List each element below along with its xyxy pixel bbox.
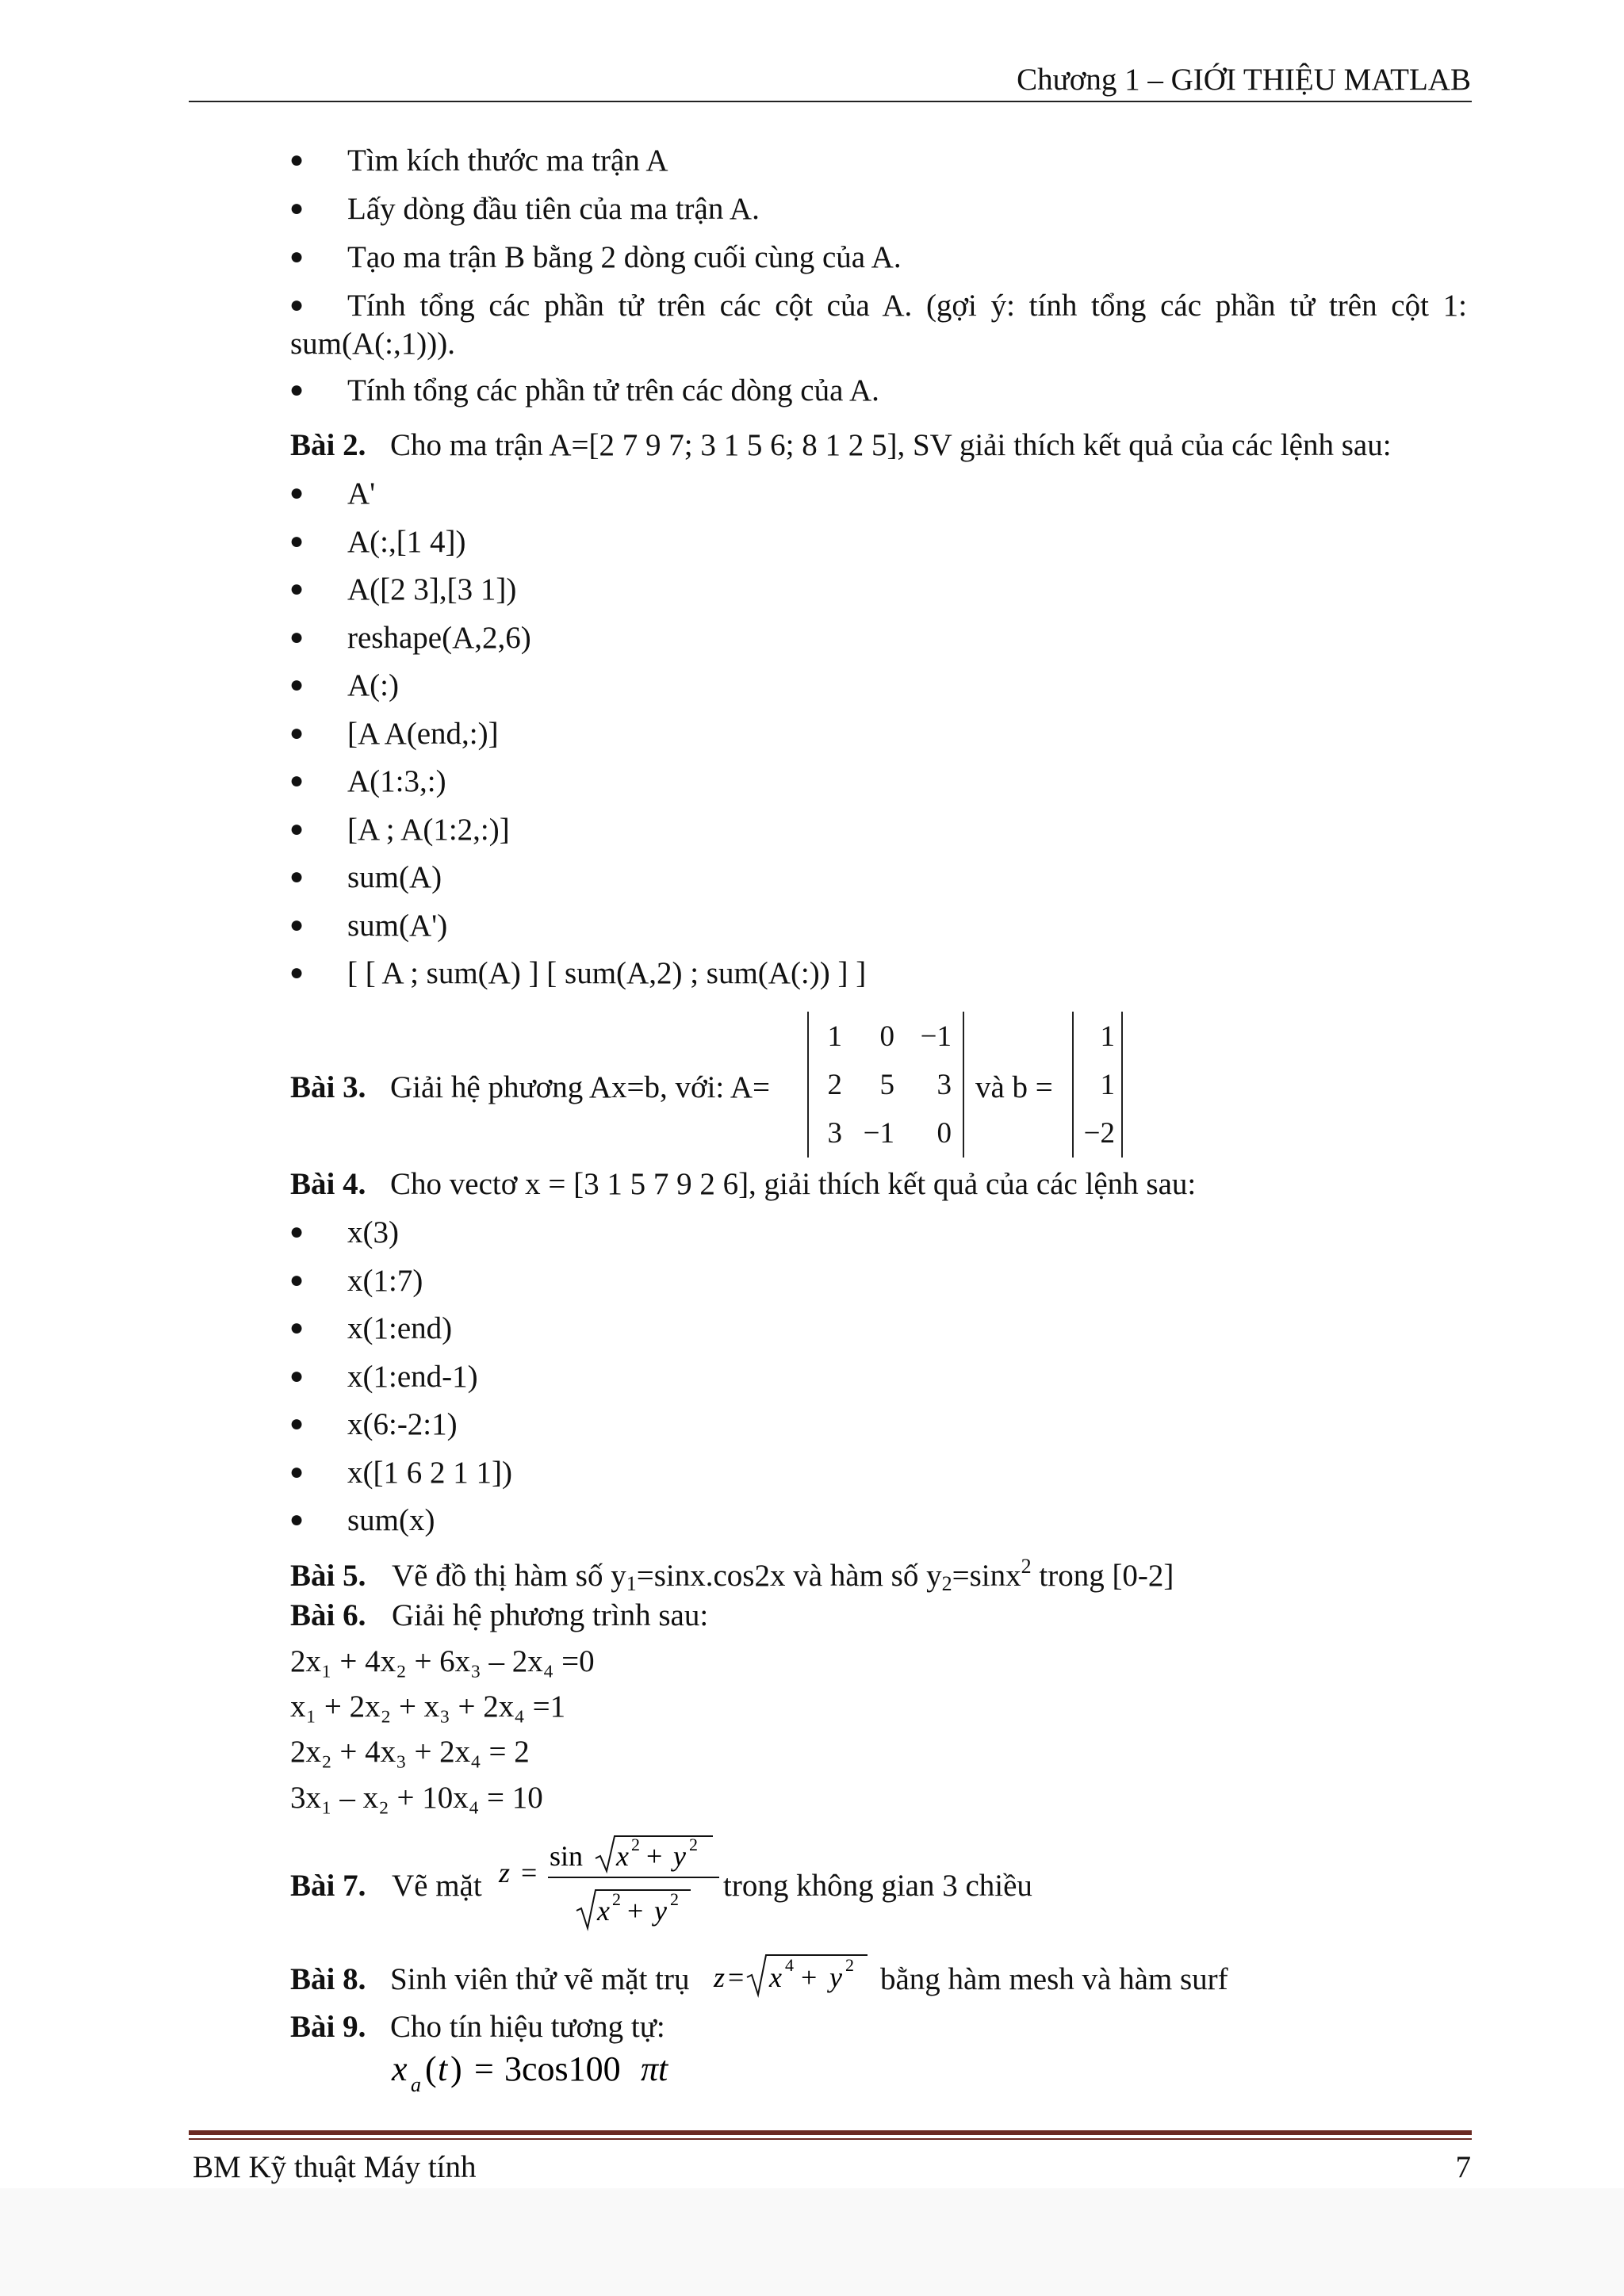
footer-rule: [189, 2130, 1472, 2135]
formula-bai7: [496, 1831, 726, 1942]
svg-text:x: x: [769, 1961, 782, 1993]
bullet-icon: ●: [289, 243, 304, 270]
bullet-icon: ●: [289, 863, 304, 890]
exercise-text: Cho ma trận A=[2 7 9 7; 3 1 5 6; 8 1 2 5], SV giải thích kết quả của các lệnh sau:: [390, 428, 1392, 462]
exercise-text: Giải hệ phương Ax=b, với: A=: [390, 1070, 771, 1104]
bullet-icon: ●: [289, 147, 304, 173]
svg-text:y: y: [654, 1895, 667, 1927]
svg-text:4: 4: [785, 1955, 794, 1975]
svg-text:t: t: [438, 2049, 448, 2088]
equation: x₁ + 2x₂ + x₃ + 2x₄ =1: [290, 1689, 566, 1724]
bullet-icon: ●: [289, 576, 304, 602]
svg-text:z: z: [714, 1961, 726, 1993]
svg-text:2: 2: [689, 1835, 698, 1854]
and-b-text: và b =: [975, 1070, 1053, 1104]
list-item: sum(x): [347, 1503, 435, 1537]
svg-text:=: =: [474, 2049, 494, 2088]
list-item: x(1:7): [347, 1263, 423, 1298]
exercise-label: Bài 9.: [290, 2010, 366, 2044]
list-item: [A ; A(1:2,:)]: [347, 812, 510, 847]
bullet-icon: ●: [289, 292, 304, 318]
list-item-continuation: sum(A(:,1))).: [290, 327, 455, 361]
svg-text:3cos100: 3cos100: [504, 2049, 621, 2088]
equation: 2x₁ + 4x₂ + 6x₃ – 2x₄ =0: [290, 1644, 595, 1678]
list-item: sum(A): [347, 860, 442, 894]
bullet-icon: ●: [289, 480, 304, 506]
matrix-cell: 3: [936, 1069, 952, 1101]
list-item: [A A(end,:)]: [347, 716, 499, 751]
bullet-icon: ●: [289, 1410, 304, 1437]
exercise-label: Bài 4.: [290, 1167, 366, 1201]
list-item: [ [ A ; sum(A) ] [ sum(A,2) ; sum(A(:)) ] ]: [347, 956, 867, 990]
list-item: A([2 3],[3 1]): [347, 572, 517, 607]
svg-text:x: x: [616, 1840, 629, 1872]
exercise-label: Bài 5.: [290, 1559, 366, 1593]
bullet-icon: ●: [289, 1314, 304, 1341]
bullet-icon: ●: [289, 672, 304, 698]
list-item: Tính tổng các phần tử trên các cột của A. (gợi ý: tính tổng các phần tử trên cột 1:: [347, 289, 1467, 323]
bullet-icon: ●: [289, 1458, 304, 1485]
exercise-text: trong không gian 3 chiều: [723, 1869, 1032, 1903]
list-item: Tìm kích thước ma trận A: [347, 144, 668, 178]
exercise-text: Vẽ đồ thị hàm số $y_1=\sin x.\cos 2x$ và hàm số $y_2=\sin x^2$ trong [0-2]: [392, 1555, 1174, 1595]
list-item: reshape(A,2,6): [347, 620, 531, 655]
svg-text:2: 2: [631, 1835, 640, 1854]
exercise-label: Bài 6.: [290, 1598, 366, 1632]
matrix-cell: 5: [879, 1069, 894, 1101]
matrix-cell: 3: [827, 1117, 842, 1150]
bullet-icon: ●: [289, 527, 304, 554]
bullet-icon: ●: [289, 719, 304, 746]
formula-bai8: [712, 1947, 875, 1998]
bullet-icon: ●: [289, 911, 304, 938]
vector-cell: 1: [1100, 1069, 1115, 1101]
exercise-label: Bài 7.: [290, 1869, 366, 1903]
formula-bai9: [389, 2045, 682, 2103]
bullet-icon: ●: [289, 195, 304, 221]
svg-text:z: z: [499, 1857, 511, 1888]
svg-text:2: 2: [845, 1955, 854, 1975]
bullet-icon: ●: [289, 1362, 304, 1389]
svg-text:+: +: [627, 1895, 644, 1927]
exercise-text: Sinh viên thử vẽ mặt trụ: [390, 1962, 690, 1996]
page-number: 7: [1455, 2150, 1471, 2184]
list-item: x(3): [347, 1215, 399, 1249]
footer-department: BM Kỹ thuật Máy tính: [193, 2150, 477, 2184]
list-item: x([1 6 2 1 1]): [347, 1455, 512, 1490]
list-item: A(:,[1 4]): [347, 524, 466, 559]
exercise-text: Cho vectơ x = [3 1 5 7 9 2 6], giải thích kết quả của các lệnh sau:: [390, 1167, 1197, 1201]
header-rule: [189, 101, 1472, 102]
list-item: Tạo ma trận B bằng 2 dòng cuối cùng của A.: [347, 240, 902, 274]
list-item: x(1:end): [347, 1311, 453, 1345]
matrix-a: [807, 1012, 964, 1158]
list-item: sum(A'): [347, 908, 448, 943]
svg-text:=: =: [728, 1961, 745, 1993]
matrix-cell: 0: [936, 1117, 952, 1150]
equation: 3x₁ – x₂ + 10x₄ = 10: [290, 1781, 543, 1815]
svg-text:2: 2: [612, 1889, 621, 1909]
bullet-icon: ●: [289, 815, 304, 842]
footer-background: [0, 2188, 1624, 2296]
bullet-icon: ●: [289, 1506, 304, 1533]
list-item: A': [347, 476, 376, 511]
svg-text:(: (: [425, 2049, 437, 2088]
svg-text:πt: πt: [641, 2049, 668, 2088]
bullet-icon: ●: [289, 1266, 304, 1293]
svg-text:+: +: [646, 1840, 663, 1872]
svg-text:y: y: [673, 1840, 686, 1872]
svg-text:y: y: [829, 1961, 842, 1993]
matrix-cell: 2: [827, 1069, 842, 1101]
exercise-label: Bài 2.: [290, 428, 366, 462]
bullet-icon: ●: [289, 623, 304, 650]
svg-text:x: x: [392, 2049, 408, 2088]
vector-b: [1072, 1012, 1123, 1158]
header-title: Chương 1 – GIỚI THIỆU MATLAB: [1017, 63, 1471, 97]
svg-text:x: x: [597, 1895, 610, 1927]
exercise-text: Vẽ mặt: [392, 1869, 482, 1903]
matrix-cell: 0: [879, 1020, 894, 1053]
list-item: x(6:-2:1): [347, 1407, 458, 1441]
svg-text:): ): [450, 2049, 462, 2088]
list-item: A(:): [347, 668, 399, 702]
list-item: Tính tổng các phần tử trên các dòng của A.: [347, 373, 879, 408]
list-item: x(1:end-1): [347, 1359, 478, 1394]
matrix-cell: 1: [827, 1020, 842, 1053]
list-item: Lấy dòng đầu tiên của ma trận A.: [347, 192, 760, 226]
footer-rule: [189, 2138, 1472, 2140]
bullet-icon: ●: [289, 377, 304, 403]
svg-text:a: a: [411, 2073, 421, 2096]
vector-cell: −2: [1083, 1117, 1115, 1150]
exercise-text: bằng hàm mesh và hàm surf: [880, 1962, 1228, 1996]
bullet-icon: ●: [289, 959, 304, 985]
bullet-icon: ●: [289, 767, 304, 794]
svg-text:=: =: [521, 1857, 538, 1888]
svg-text:+: +: [801, 1961, 818, 1993]
exercise-label: Bài 3.: [290, 1070, 366, 1104]
exercise-text: Giải hệ phương trình sau:: [392, 1598, 709, 1632]
matrix-cell: −1: [920, 1020, 952, 1053]
vector-cell: 1: [1100, 1020, 1115, 1053]
equation: 2x₂ + 4x₃ + 2x₄ = 2: [290, 1735, 530, 1769]
list-item: A(1:3,:): [347, 764, 446, 798]
exercise-label: Bài 8.: [290, 1962, 366, 1996]
matrix-cell: −1: [863, 1117, 894, 1150]
svg-text:2: 2: [670, 1889, 679, 1909]
bullet-icon: ●: [289, 1219, 304, 1245]
exercise-text: Cho tín hiệu tương tự:: [390, 2010, 665, 2044]
svg-text:sin: sin: [550, 1840, 584, 1872]
